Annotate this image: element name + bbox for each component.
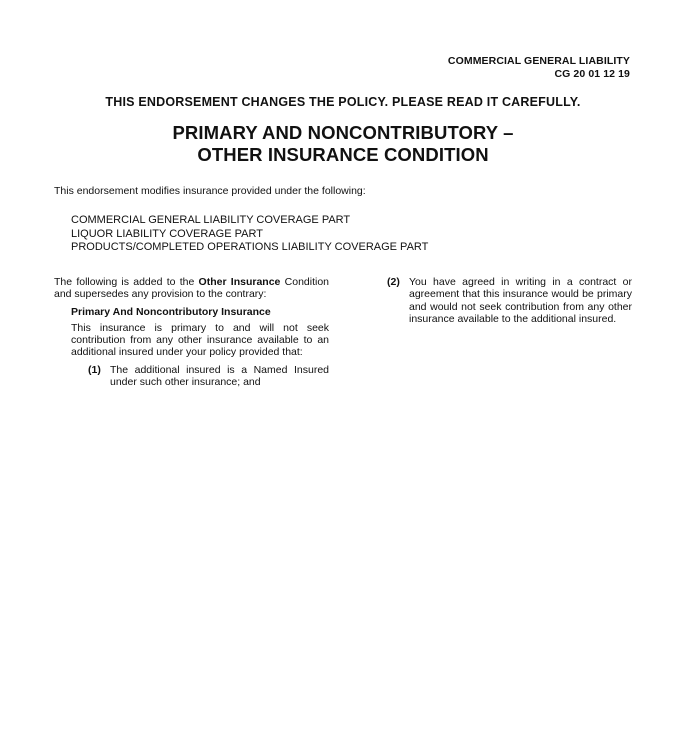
endorsement-notice: THIS ENDORSEMENT CHANGES THE POLICY. PLEASE READ IT CAREFULLY. xyxy=(105,95,581,109)
page-title xyxy=(0,122,686,166)
provision-paragraph: This insurance is primary to and will not seek contribution from any other insurance available to an additional insured under your policy provided that: xyxy=(71,321,329,359)
right-column xyxy=(387,276,632,325)
provision-heading: Primary And Noncontributory Insurance xyxy=(71,305,271,318)
condition-item-2 xyxy=(387,276,632,325)
coverage-part: LIQUOR LIABILITY COVERAGE PART xyxy=(71,227,263,240)
item-text: The additional insured is a Named Insured under such other insurance; and xyxy=(110,363,329,389)
coverage-part: PRODUCTS/COMPLETED OPERATIONS LIABILITY COVERAGE PART xyxy=(71,241,429,253)
provision-block xyxy=(71,306,329,389)
coverage-parts-list xyxy=(71,214,428,255)
condition-item-1 xyxy=(88,364,329,389)
lead-text-before: The following is added to the xyxy=(54,276,199,288)
lead-text-bold: Other Insurance xyxy=(198,276,281,288)
intro-text: This endorsement modifies insurance provided under the following: xyxy=(54,185,366,197)
item-text: You have agreed in writing in a contract or agreement that this insurance would be primary and would not seek contribution from any other insurance available to the additional insured. xyxy=(409,276,632,325)
lead-paragraph xyxy=(54,276,329,301)
left-column xyxy=(54,276,329,388)
item-number: (1) xyxy=(88,363,101,376)
form-number: CG 20 01 12 19 xyxy=(554,68,630,80)
title-line-2: OTHER INSURANCE CONDITION xyxy=(197,144,489,165)
item-number: (2) xyxy=(387,276,400,288)
title-line-1: PRIMARY AND NONCONTRIBUTORY – xyxy=(172,122,514,143)
lead-text-after: Condition and supersedes any provision to the contrary: xyxy=(54,276,330,301)
form-header xyxy=(448,55,630,81)
form-line-of-business: COMMERCIAL GENERAL LIABILITY xyxy=(447,55,630,67)
coverage-part: COMMERCIAL GENERAL LIABILITY COVERAGE PART xyxy=(71,214,351,226)
